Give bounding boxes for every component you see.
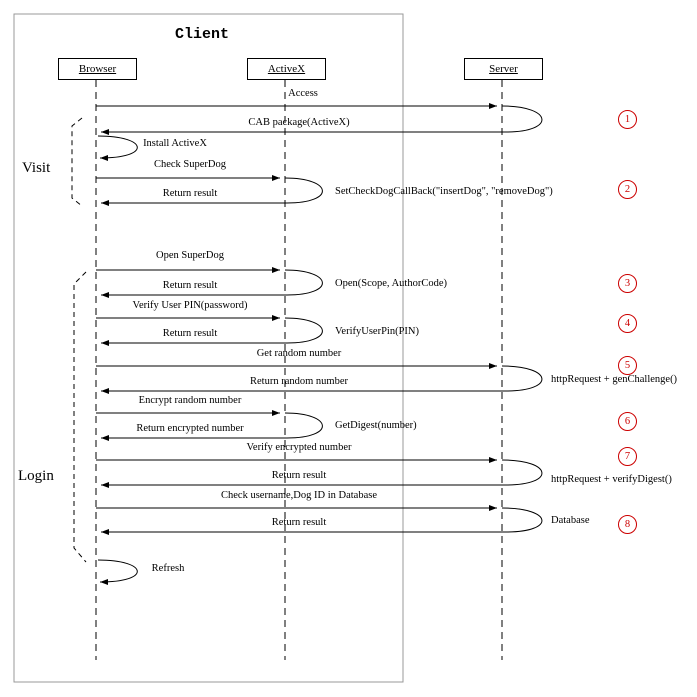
step-number-7: 7	[618, 447, 637, 466]
message-curve-install-activex	[98, 136, 137, 158]
message-label-return-result-1: Return result	[162, 188, 218, 199]
client-title: Client	[175, 26, 230, 43]
message-curve-activex-4	[285, 413, 322, 438]
message-label-check-username-dogid: Check username,Dog ID in Database	[221, 490, 377, 501]
message-label-verify-encrypted-number: Verify encrypted number	[246, 442, 352, 453]
step-number-2: 2	[618, 180, 637, 199]
message-label-open-superdog: Open SuperDog	[156, 250, 224, 261]
actor-box-activex[interactable]	[247, 58, 326, 80]
annotation-httprequest-verifydigest: httpRequest + verifyDigest()	[551, 474, 672, 485]
phase-bracket-login	[74, 272, 86, 562]
annotation-getdigest: GetDigest(number)	[335, 420, 417, 431]
step-number-1: 1	[618, 110, 637, 129]
phase-bracket-visit	[72, 118, 82, 206]
actor-label-server: Server	[489, 63, 518, 75]
message-label-return-result-4: Return result	[271, 470, 327, 481]
message-label-return-result-5: Return result	[271, 517, 327, 528]
step-number-5: 5	[618, 356, 637, 375]
message-label-refresh: Refresh	[151, 563, 185, 574]
message-curve-refresh	[98, 560, 137, 582]
message-label-return-result-2: Return result	[162, 280, 218, 291]
annotation-httprequest-genchallenge: httpRequest + genChallenge()	[551, 374, 678, 385]
step-number-8: 8	[618, 515, 637, 534]
phase-label-visit: Visit	[22, 160, 51, 176]
message-curve-server-4	[502, 508, 542, 532]
step-number-3: 3	[618, 274, 637, 293]
message-label-access: Access	[288, 88, 318, 99]
message-label-encrypt-random-number: Encrypt random number	[138, 395, 242, 406]
message-label-return-random-number: Return random number	[250, 376, 348, 387]
message-label-return-result-3: Return result	[162, 328, 218, 339]
actor-label-activex: ActiveX	[267, 63, 306, 75]
message-curve-server-2	[502, 366, 542, 391]
message-curve-activex-1	[285, 178, 322, 203]
actor-box-server[interactable]	[464, 58, 543, 80]
message-label-check-superdog: Check SuperDog	[153, 159, 227, 170]
annotation-database: Database	[551, 515, 590, 526]
actor-box-browser[interactable]	[58, 58, 137, 80]
message-label-cab-package: CAB package(ActiveX)	[248, 117, 350, 128]
actor-label-browser: Browser	[78, 63, 117, 75]
message-label-install-activex: Install ActiveX	[143, 138, 207, 149]
phase-label-login: Login	[18, 468, 54, 484]
message-curve-activex-3	[285, 318, 322, 343]
message-label-get-random-number: Get random number	[256, 348, 342, 359]
step-number-6: 6	[618, 412, 637, 431]
annotation-verifyuserpin: VerifyUserPin(PIN)	[335, 326, 419, 337]
annotation-open-scope-authorcode: Open(Scope, AuthorCode)	[335, 278, 447, 289]
message-curve-server-3	[502, 460, 542, 485]
message-curve-server-1	[502, 106, 542, 132]
client-frame	[14, 14, 403, 682]
message-label-verify-user-pin: Verify User PIN(password)	[132, 300, 248, 311]
step-number-4: 4	[618, 314, 637, 333]
message-label-return-encrypted-number: Return encrypted number	[136, 423, 244, 434]
annotation-setcheckdogcallback: SetCheckDogCallBack("insertDog", "removeDog")	[335, 186, 553, 197]
message-curve-activex-2	[285, 270, 322, 295]
